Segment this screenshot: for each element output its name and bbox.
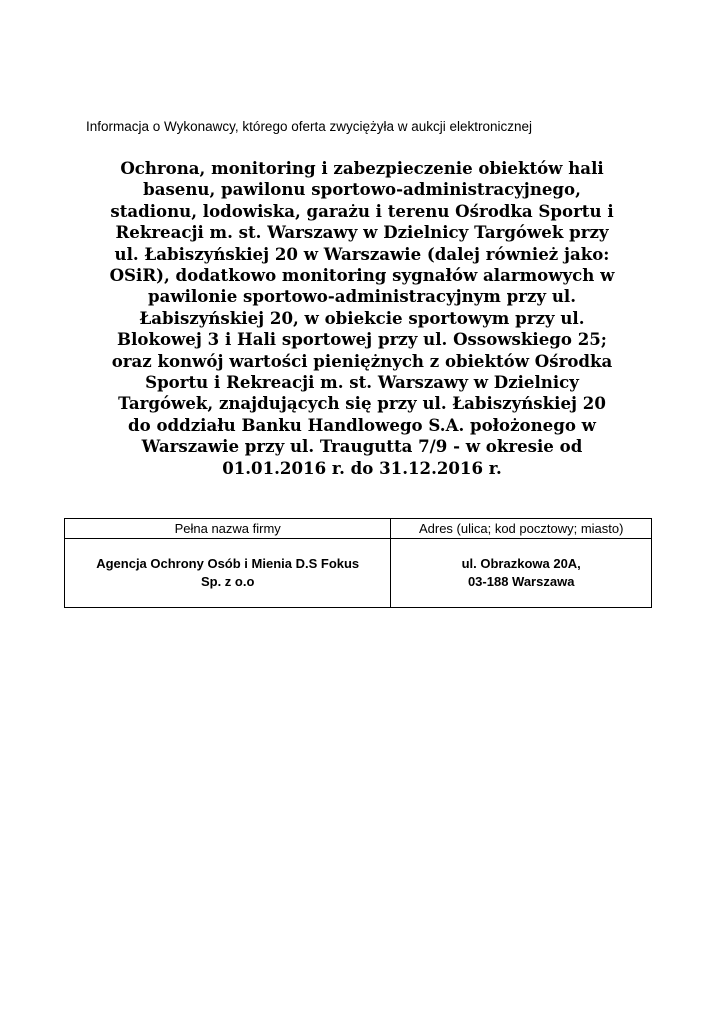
title-line: pawilonie sportowo-administracyjnym przy ul. xyxy=(148,286,576,307)
title-line: OSiR), dodatkowo monitoring sygnałów alarmowych w xyxy=(109,265,615,286)
address-cell xyxy=(391,539,652,608)
intro-text: Informacja o Wykonawcy, którego oferta zwyciężyła w aukcji elektronicznej xyxy=(86,119,533,134)
title-line: ul. Łabiszyńskiej 20 w Warszawie (dalej również jako: xyxy=(114,243,610,264)
document-title xyxy=(70,158,654,479)
title-line: Sportu i Rekreacji m. st. Warszawy w Dzielnicy xyxy=(145,372,579,393)
address-line: ul. Obrazkowa 20A, xyxy=(461,556,581,571)
firm-name-line: Sp. z o.o xyxy=(200,574,255,589)
column-header-address: Adres (ulica; kod pocztowy; miasto) xyxy=(391,519,652,539)
contractor-table xyxy=(64,518,652,608)
title-line: Blokowej 3 i Hali sportowej przy ul. Ossowskiego 25; xyxy=(117,329,607,350)
title-line: Łabiszyńskiej 20, w obiekcie sportowym przy ul. xyxy=(139,307,585,328)
firm-name-line: Agencja Ochrony Osób i Mienia D.S Fokus xyxy=(96,556,360,571)
title-line: basenu, pawilonu sportowo-administracyjnego, xyxy=(143,179,581,200)
title-line: Ochrona, monitoring i zabezpieczenie obiektów hali xyxy=(120,158,604,178)
address-line: 03-188 Warszawa xyxy=(467,574,575,589)
title-line: do oddziału Banku Handlowego S.A. położonego w xyxy=(128,414,596,435)
title-line: oraz konwój wartości pieniężnych z obiektów Ośrodka xyxy=(111,350,613,371)
table-row xyxy=(65,539,652,608)
firm-name-cell xyxy=(65,539,391,608)
title-line: Targówek, znajdujących się przy ul. Łabiszyńskiej 20 xyxy=(118,393,606,414)
title-line: Rekreacji m. st. Warszawy w Dzielnicy Targówek przy xyxy=(115,222,609,243)
title-line: stadionu, lodowiska, garażu i terenu Ośrodka Sportu i xyxy=(110,200,614,221)
table-header-row xyxy=(65,519,652,539)
title-line: Warszawie przy ul. Traugutta 7/9 - w okresie od xyxy=(141,436,583,457)
column-header-firm-name: Pełna nazwa firmy xyxy=(65,519,391,539)
title-line: 01.01.2016 r. do 31.12.2016 r. xyxy=(222,457,502,478)
